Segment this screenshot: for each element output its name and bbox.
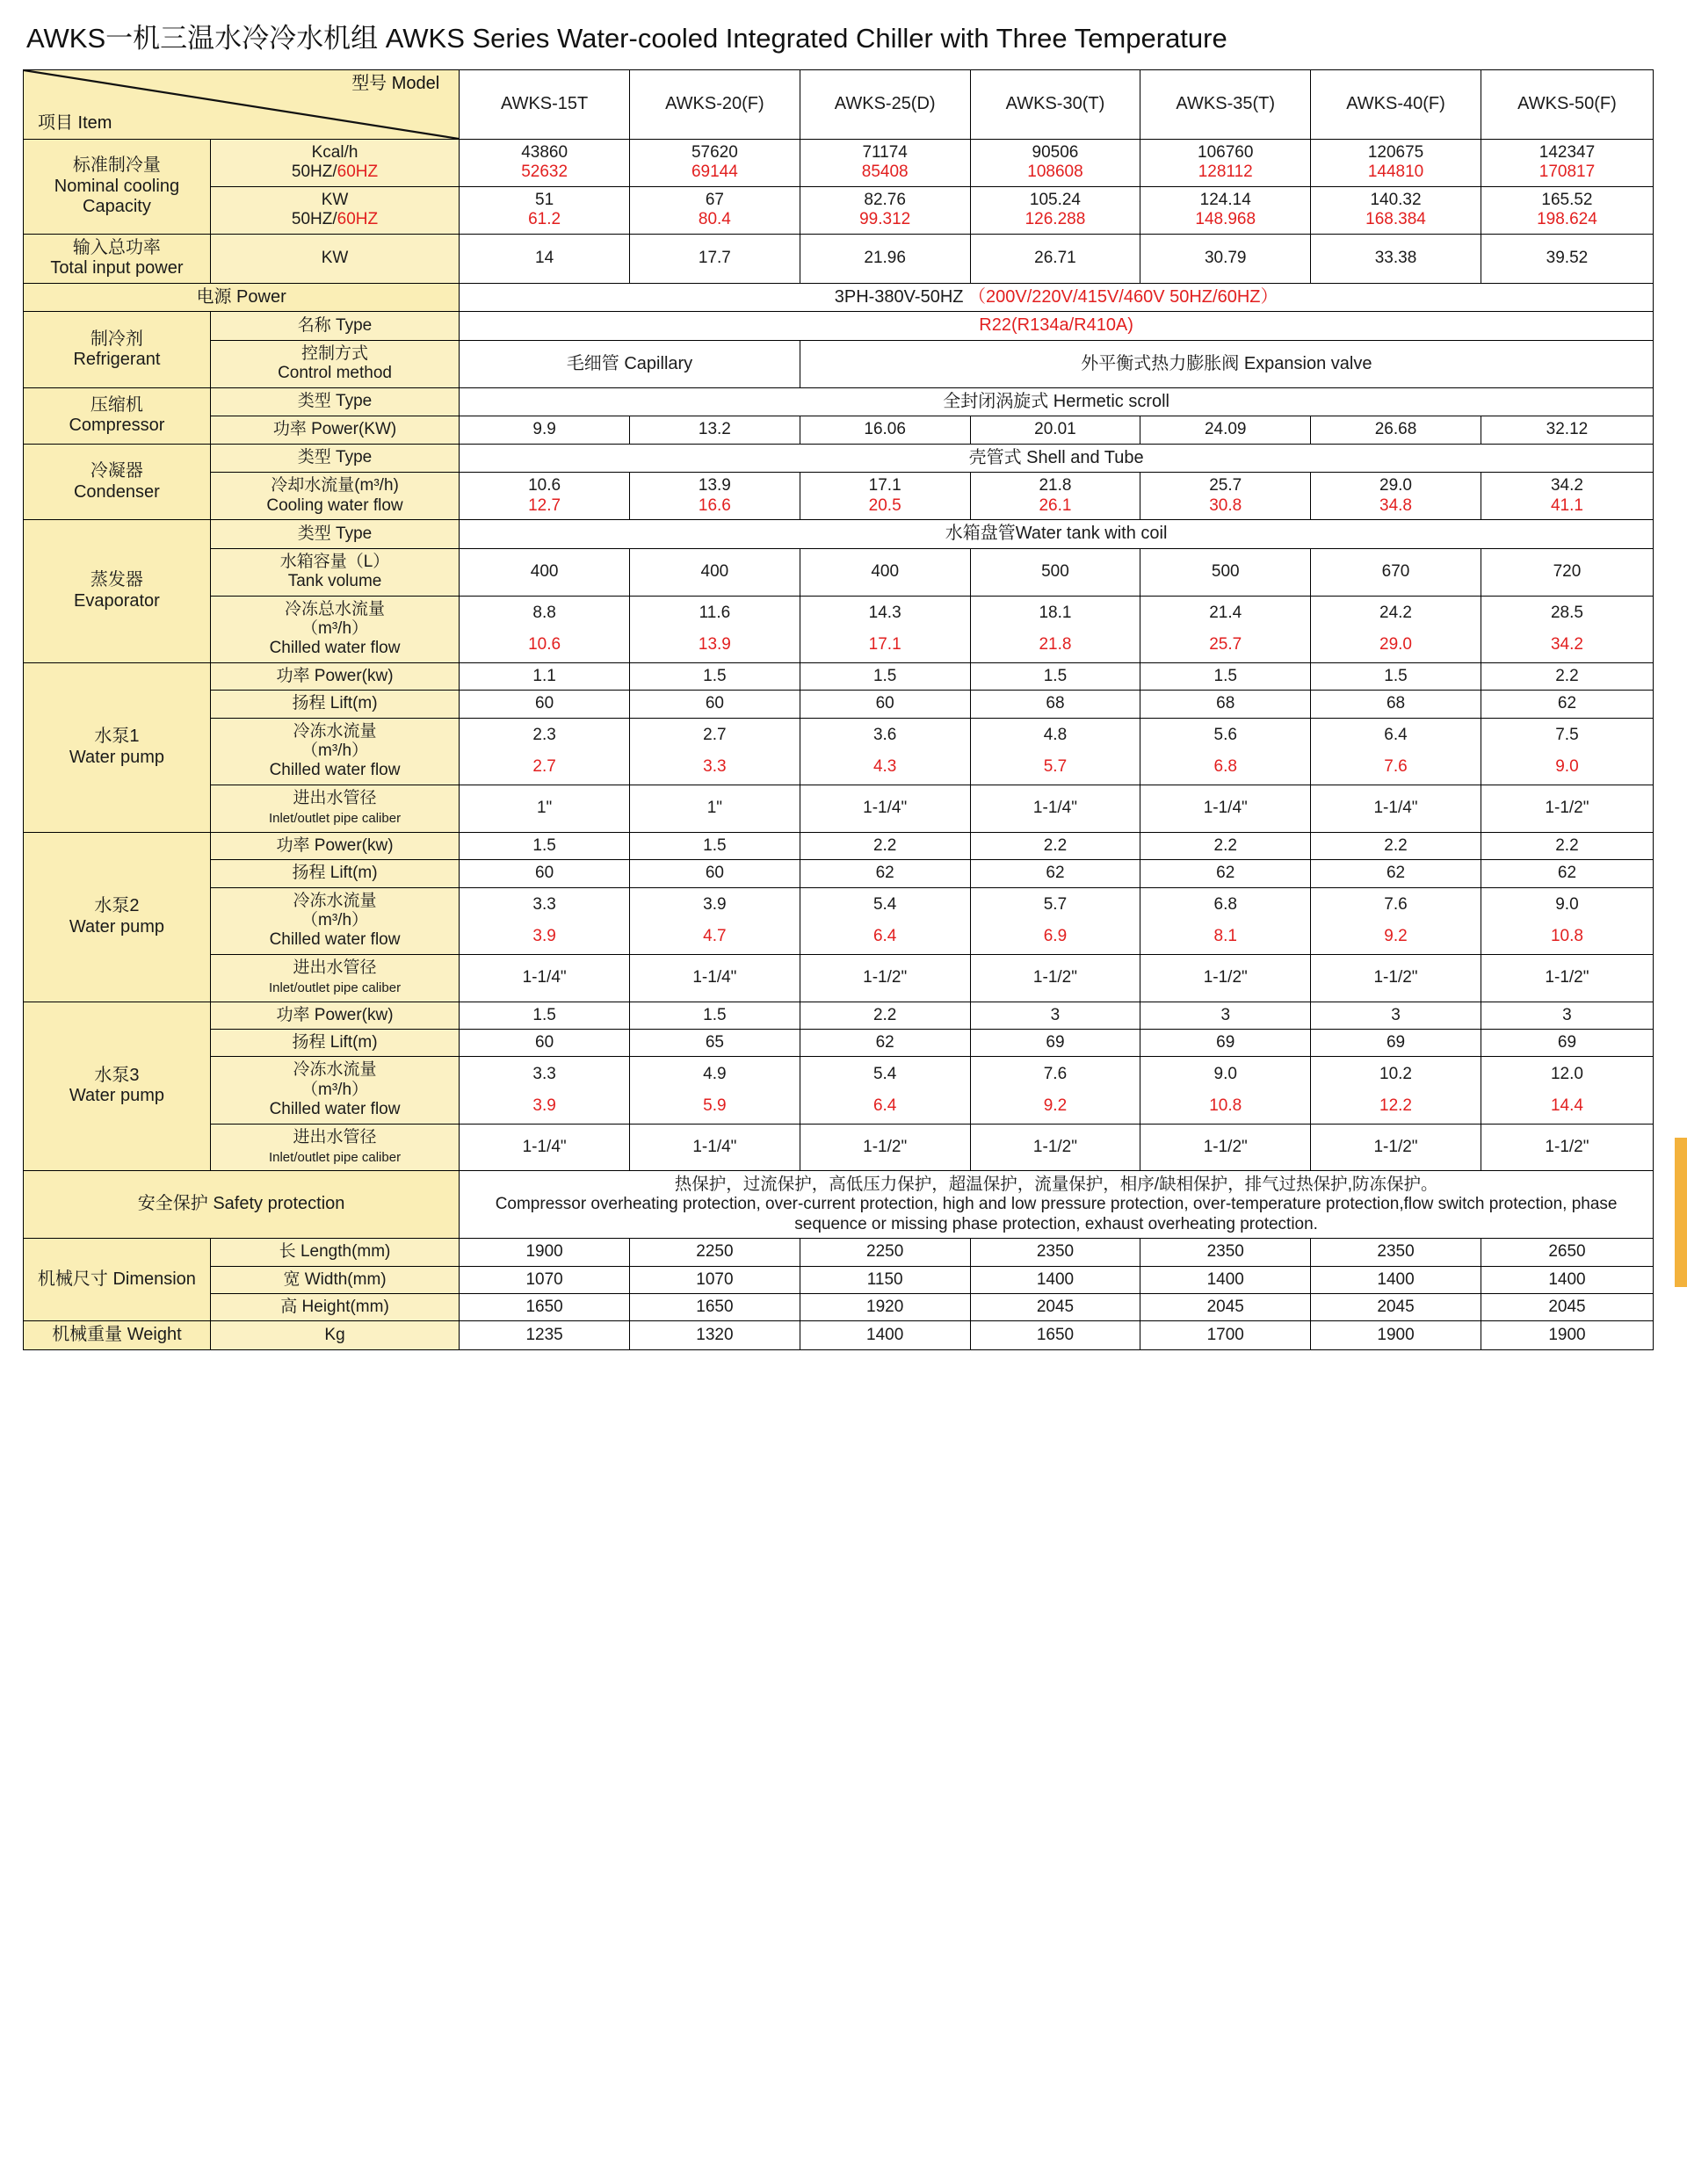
cell-cooling-water-flow: 17.1 20.5 [800,473,970,520]
page-title: AWKS一机三温水冷冷水机组 AWKS Series Water-cooled Integrated Chiller with Three Temperature [26,23,1227,54]
cell-compressor-power: 32.12 [1481,416,1653,444]
cell-kcal: 106760 128112 [1140,140,1311,187]
cell-pump1-power: 1.5 [800,662,970,690]
cell-pump3-flow: 5.4 6.4 [800,1057,970,1124]
sub-label-input-power-unit: KW [210,234,459,283]
table-row-pump3-pipe [24,1124,1654,1171]
cell-height: 1920 [800,1294,970,1321]
cell-pump3-flow: 7.6 9.2 [970,1057,1140,1124]
cell-pump3-flow: 3.3 3.9 [460,1057,630,1124]
sub-label-pump2-flow: 冷冻水流量 （m³/h） Chilled water flow [210,887,459,954]
row-label-water-pump-3: 水泵3 Water pump [24,1002,211,1171]
cell-pump2-lift: 62 [1140,860,1311,887]
header-corner-cell [24,70,460,140]
sub-label-pump1-flow: 冷冻水流量 （m³/h） Chilled water flow [210,718,459,785]
cell-length: 2350 [1311,1239,1481,1266]
cell-pump3-lift: 69 [970,1029,1140,1056]
table-row-evaporator-chilled-flow [24,596,1654,662]
table-row-weight [24,1321,1654,1350]
sub-label-pump3-lift: 扬程 Lift(m) [210,1029,459,1056]
cell-pump3-power: 2.2 [800,1002,970,1029]
cell-pump2-power: 1.5 [630,832,800,859]
cell-kw: 124.14 148.968 [1140,186,1311,234]
cell-tank-volume: 500 [970,548,1140,596]
sub-label-compressor-power: 功率 Power(KW) [210,416,459,444]
cell-pump1-lift: 60 [630,691,800,718]
cell-length: 2250 [800,1239,970,1266]
sub-label-width: 宽 Width(mm) [210,1266,459,1293]
cell-width: 1400 [1311,1266,1481,1293]
cell-pump3-pipe: 1-1/2" [970,1124,1140,1171]
cell-pump2-power: 2.2 [800,832,970,859]
cell-weight: 1900 [1311,1321,1481,1350]
cell-pump3-lift: 65 [630,1029,800,1056]
cell-pump3-lift: 69 [1311,1029,1481,1056]
cell-pump1-pipe: 1-1/4" [800,785,970,832]
cell-tank-volume: 670 [1311,548,1481,596]
cell-pump1-power: 1.5 [1311,662,1481,690]
cell-evaporator-chilled-flow: 14.3 17.1 [800,596,970,662]
cell-pump3-lift: 69 [1140,1029,1311,1056]
cell-pump1-flow: 2.3 2.7 [460,718,630,785]
cell-pump1-pipe: 1-1/2" [1481,785,1653,832]
cell-safety-protection [460,1171,1654,1239]
cell-pump3-pipe: 1-1/2" [1140,1124,1311,1171]
cell-tank-volume: 500 [1140,548,1311,596]
cell-kcal: 142347 170817 [1481,140,1653,187]
specification-table [23,69,1654,1350]
cell-kw: 140.32 168.384 [1311,186,1481,234]
cell-input-power: 21.96 [800,234,970,283]
model-column-header: AWKS-30(T) [970,70,1140,140]
cell-pump1-power: 1.5 [1140,662,1311,690]
cell-weight: 1900 [1481,1321,1653,1350]
model-column-header: AWKS-35(T) [1140,70,1311,140]
cell-input-power: 30.79 [1140,234,1311,283]
cell-pump3-flow: 12.0 14.4 [1481,1057,1653,1124]
cell-pump3-pipe: 1-1/4" [630,1124,800,1171]
cell-pump2-power: 2.2 [970,832,1140,859]
table-row-condenser-type [24,444,1654,473]
cell-compressor-power: 26.68 [1311,416,1481,444]
cell-pump1-lift: 60 [460,691,630,718]
safety-text-en: Compressor overheating protection, over-current protection, high and low pressure protection, over-temperature protection,flow switch protection, phase sequence or missing phase protection, exhaust overheating protection. [495,1195,1618,1233]
cell-pump3-power: 3 [1481,1002,1653,1029]
cell-pump1-power: 1.5 [630,662,800,690]
cell-pump2-power: 2.2 [1311,832,1481,859]
cell-pump1-pipe: 1-1/4" [970,785,1140,832]
model-column-header: AWKS-40(F) [1311,70,1481,140]
table-row-cooling-kcal [24,140,1654,187]
row-label-water-pump-2: 水泵2 Water pump [24,832,211,1002]
row-label-total-input-power: 输入总功率 Total input power [24,234,211,283]
cell-power-supply [460,283,1654,312]
cell-kw: 82.76 99.312 [800,186,970,234]
cell-compressor-power: 20.01 [970,416,1140,444]
cell-cooling-water-flow: 10.6 12.7 [460,473,630,520]
page-edge-tab [1675,1138,1687,1287]
cell-compressor-type: 全封闭涡旋式 Hermetic scroll [460,387,1654,416]
cell-length: 2350 [1140,1239,1311,1266]
table-row-pump1-flow [24,718,1654,785]
cell-pump2-pipe: 1-1/2" [1311,954,1481,1002]
cell-input-power: 14 [460,234,630,283]
cell-kcal: 43860 52632 [460,140,630,187]
cell-weight: 1235 [460,1321,630,1350]
table-row-height [24,1294,1654,1321]
cell-pump2-power: 2.2 [1140,832,1311,859]
sub-label-tank-volume: 水箱容量（L） Tank volume [210,548,459,596]
cell-pump2-lift: 62 [800,860,970,887]
cell-pump1-pipe: 1" [460,785,630,832]
sub-label-pump3-power: 功率 Power(kw) [210,1002,459,1029]
cell-evaporator-chilled-flow: 24.2 29.0 [1311,596,1481,662]
cell-evaporator-chilled-flow: 21.4 25.7 [1140,596,1311,662]
cell-pump3-lift: 60 [460,1029,630,1056]
hz60-tag: 60HZ [337,163,379,182]
row-label-condenser: 冷凝器 Condenser [24,444,211,519]
sub-label-pump1-lift: 扬程 Lift(m) [210,691,459,718]
cell-pump3-pipe: 1-1/2" [1481,1124,1653,1171]
table-row-pump2-power [24,832,1654,859]
cell-length: 2350 [970,1239,1140,1266]
cell-pump1-lift: 62 [1481,691,1653,718]
sub-label-evaporator-type: 类型 Type [210,520,459,549]
cell-cooling-water-flow: 21.8 26.1 [970,473,1140,520]
model-column-header: AWKS-15T [460,70,630,140]
table-row-total-input-power [24,234,1654,283]
cell-kw: 165.52 198.624 [1481,186,1653,234]
cell-length: 1900 [460,1239,630,1266]
sub-label-control-method: 控制方式 Control method [210,341,459,388]
table-row-pump3-lift [24,1029,1654,1056]
cell-tank-volume: 400 [800,548,970,596]
cell-length: 2250 [630,1239,800,1266]
cell-compressor-power: 24.09 [1140,416,1311,444]
table-row-compressor-power [24,416,1654,444]
cell-evaporator-chilled-flow: 11.6 13.9 [630,596,800,662]
model-column-header: AWKS-50(F) [1481,70,1653,140]
row-label-evaporator: 蒸发器 Evaporator [24,520,211,663]
cell-pump2-flow: 5.4 6.4 [800,887,970,954]
cell-kw: 67 80.4 [630,186,800,234]
cell-pump3-power: 1.5 [460,1002,630,1029]
cell-height: 2045 [1481,1294,1653,1321]
table-row-pump3-flow [24,1057,1654,1124]
cell-pump3-power: 3 [1140,1002,1311,1029]
cell-input-power: 39.52 [1481,234,1653,283]
cell-input-power: 17.7 [630,234,800,283]
cell-pump1-lift: 60 [800,691,970,718]
cell-pump1-lift: 68 [1311,691,1481,718]
sub-label-cooling-water-flow: 冷却水流量(m³/h) Cooling water flow [210,473,459,520]
cell-height: 2045 [970,1294,1140,1321]
cell-kw: 51 61.2 [460,186,630,234]
cell-kw: 105.24 126.288 [970,186,1140,234]
cell-pump2-pipe: 1-1/2" [1481,954,1653,1002]
cell-height: 2045 [1140,1294,1311,1321]
cell-pump2-flow: 7.6 9.2 [1311,887,1481,954]
table-row-width [24,1266,1654,1293]
row-label-compressor: 压缩机 Compressor [24,387,211,444]
cell-pump2-pipe: 1-1/2" [800,954,970,1002]
row-label-water-pump-1: 水泵1 Water pump [24,662,211,832]
cell-condenser-type: 壳管式 Shell and Tube [460,444,1654,473]
cell-pump1-power: 1.5 [970,662,1140,690]
cell-pump3-power: 3 [970,1002,1140,1029]
cell-pump3-pipe: 1-1/4" [460,1124,630,1171]
table-row-pump3-power [24,1002,1654,1029]
sub-label-kw-unit: KW 50HZ/60HZ [210,186,459,234]
table-row-pump1-power [24,662,1654,690]
cell-pump3-pipe: 1-1/2" [1311,1124,1481,1171]
table-row-power-supply [24,283,1654,312]
cell-pump3-flow: 10.2 12.2 [1311,1057,1481,1124]
row-label-cooling-capacity: 标准制冷量 Nominal cooling Capacity [24,140,211,235]
cell-control-capillary: 毛细管 Capillary [460,341,800,388]
cell-pump1-pipe: 1" [630,785,800,832]
table-header-row [24,70,1654,140]
sub-label-condenser-type: 类型 Type [210,444,459,473]
sub-label-evaporator-chilled-flow: 冷冻总水流量 （m³/h） Chilled water flow [210,596,459,662]
table-row-pump2-flow [24,887,1654,954]
cell-weight: 1320 [630,1321,800,1350]
sub-label-compressor-type: 类型 Type [210,387,459,416]
sub-label-pump1-power: 功率 Power(kw) [210,662,459,690]
cell-kcal: 71174 85408 [800,140,970,187]
table-row-pump1-pipe [24,785,1654,832]
cell-pump1-lift: 68 [1140,691,1311,718]
cell-pump2-flow: 3.9 4.7 [630,887,800,954]
power-supply-base: 3PH-380V-50HZ [834,286,964,307]
cell-length: 2650 [1481,1239,1653,1266]
table-row-refrigerant-type [24,312,1654,341]
cell-pump1-flow: 3.6 4.3 [800,718,970,785]
cell-pump3-flow: 4.9 5.9 [630,1057,800,1124]
table-row-pump2-pipe [24,954,1654,1002]
table-row-length [24,1239,1654,1266]
cell-pump2-flow: 3.3 3.9 [460,887,630,954]
power-supply-options: （200V/220V/415V/460V 50HZ/60HZ） [968,286,1278,307]
cell-pump3-power: 3 [1311,1002,1481,1029]
cell-input-power: 33.38 [1311,234,1481,283]
cell-pump3-power: 1.5 [630,1002,800,1029]
sub-label-length: 长 Length(mm) [210,1239,459,1266]
sub-label-weight-unit: Kg [210,1321,459,1350]
row-label-safety-protection: 安全保护 Safety protection [24,1171,460,1239]
cell-refrigerant-type: R22(R134a/R410A) [460,312,1654,341]
cell-kcal: 57620 69144 [630,140,800,187]
sub-label-refrigerant-type: 名称 Type [210,312,459,341]
table-row-safety-protection [24,1171,1654,1239]
cell-tank-volume: 720 [1481,548,1653,596]
cell-pump2-lift: 60 [630,860,800,887]
cell-cooling-water-flow: 34.2 41.1 [1481,473,1653,520]
row-label-refrigerant: 制冷剂 Refrigerant [24,312,211,387]
cell-pump2-power: 2.2 [1481,832,1653,859]
table-row-evaporator-type [24,520,1654,549]
cell-pump2-lift: 62 [1481,860,1653,887]
table-row-cooling-water-flow [24,473,1654,520]
row-label-dimension: 机械尺寸 Dimension [24,1239,211,1321]
cell-pump3-lift: 69 [1481,1029,1653,1056]
cell-tank-volume: 400 [460,548,630,596]
cell-tank-volume: 400 [630,548,800,596]
cell-pump1-power: 2.2 [1481,662,1653,690]
cell-width: 1150 [800,1266,970,1293]
cell-cooling-water-flow: 29.0 34.8 [1311,473,1481,520]
cell-input-power: 26.71 [970,234,1140,283]
cell-height: 1650 [460,1294,630,1321]
model-column-header: AWKS-25(D) [800,70,970,140]
model-column-header: AWKS-20(F) [630,70,800,140]
cell-evaporator-chilled-flow: 8.8 10.6 [460,596,630,662]
safety-text-cn: 热保护，过流保护，高低压力保护，超温保护，流量保护，相序/缺相保护，排气过热保护,防冻保护。 [674,1175,1438,1195]
cell-kcal: 120675 144810 [1311,140,1481,187]
cell-evaporator-type: 水箱盘管Water tank with coil [460,520,1654,549]
table-row-pump1-lift [24,691,1654,718]
cell-pump1-flow: 4.8 5.7 [970,718,1140,785]
cell-pump1-lift: 68 [970,691,1140,718]
cell-pump1-power: 1.1 [460,662,630,690]
sub-label-pump3-flow: 冷冻水流量 （m³/h） Chilled water flow [210,1057,459,1124]
cell-pump2-lift: 60 [460,860,630,887]
cell-compressor-power: 13.2 [630,416,800,444]
cell-compressor-power: 16.06 [800,416,970,444]
cell-pump1-flow: 5.6 6.8 [1140,718,1311,785]
row-label-weight: 机械重量 Weight [24,1321,211,1350]
cell-control-expansion-valve: 外平衡式热力膨胀阀 Expansion valve [800,341,1653,388]
cell-cooling-water-flow: 25.7 30.8 [1140,473,1311,520]
sub-label-kcal-unit: Kcal/h 50HZ/60HZ [210,140,459,187]
cell-weight: 1400 [800,1321,970,1350]
cell-pump2-flow: 5.7 6.9 [970,887,1140,954]
sub-label-pump2-pipe: 进出水管径 Inlet/outlet pipe caliber [210,954,459,1002]
cell-kcal: 90506 108608 [970,140,1140,187]
sub-label-pump2-power: 功率 Power(kw) [210,832,459,859]
cell-evaporator-chilled-flow: 18.1 21.8 [970,596,1140,662]
cell-pump1-flow: 6.4 7.6 [1311,718,1481,785]
cell-pump1-pipe: 1-1/4" [1311,785,1481,832]
cell-pump2-pipe: 1-1/2" [1140,954,1311,1002]
cell-width: 1400 [1481,1266,1653,1293]
table-row-compressor-type [24,387,1654,416]
cell-width: 1400 [970,1266,1140,1293]
cell-evaporator-chilled-flow: 28.5 34.2 [1481,596,1653,662]
sub-label-height: 高 Height(mm) [210,1294,459,1321]
cell-weight: 1650 [970,1321,1140,1350]
cell-pump3-pipe: 1-1/2" [800,1124,970,1171]
cell-width: 1070 [460,1266,630,1293]
cell-pump2-flow: 9.0 10.8 [1481,887,1653,954]
cell-pump1-pipe: 1-1/4" [1140,785,1311,832]
cell-pump3-lift: 62 [800,1029,970,1056]
table-row-pump2-lift [24,860,1654,887]
table-row-cooling-kw [24,186,1654,234]
cell-cooling-water-flow: 13.9 16.6 [630,473,800,520]
cell-height: 2045 [1311,1294,1481,1321]
cell-pump1-flow: 2.7 3.3 [630,718,800,785]
cell-pump2-pipe: 1-1/4" [460,954,630,1002]
hz60-tag: 60HZ [337,210,379,229]
header-item-label: 项目 Item [38,113,112,134]
cell-pump2-lift: 62 [970,860,1140,887]
cell-weight: 1700 [1140,1321,1311,1350]
sub-label-pump3-pipe: 进出水管径 Inlet/outlet pipe caliber [210,1124,459,1171]
cell-pump2-pipe: 1-1/2" [970,954,1140,1002]
table-row-refrigerant-control [24,341,1654,388]
row-label-power-supply: 电源 Power [24,283,460,312]
cell-pump2-pipe: 1-1/4" [630,954,800,1002]
cell-pump2-power: 1.5 [460,832,630,859]
table-row-tank-volume [24,548,1654,596]
cell-pump2-lift: 62 [1311,860,1481,887]
cell-pump3-flow: 9.0 10.8 [1140,1057,1311,1124]
sub-label-pump2-lift: 扬程 Lift(m) [210,860,459,887]
sub-label-pump1-pipe: 进出水管径 Inlet/outlet pipe caliber [210,785,459,832]
cell-height: 1650 [630,1294,800,1321]
cell-pump1-flow: 7.5 9.0 [1481,718,1653,785]
header-model-label: 型号 Model [351,74,440,93]
cell-width: 1070 [630,1266,800,1293]
cell-pump2-flow: 6.8 8.1 [1140,887,1311,954]
cell-width: 1400 [1140,1266,1311,1293]
cell-compressor-power: 9.9 [460,416,630,444]
